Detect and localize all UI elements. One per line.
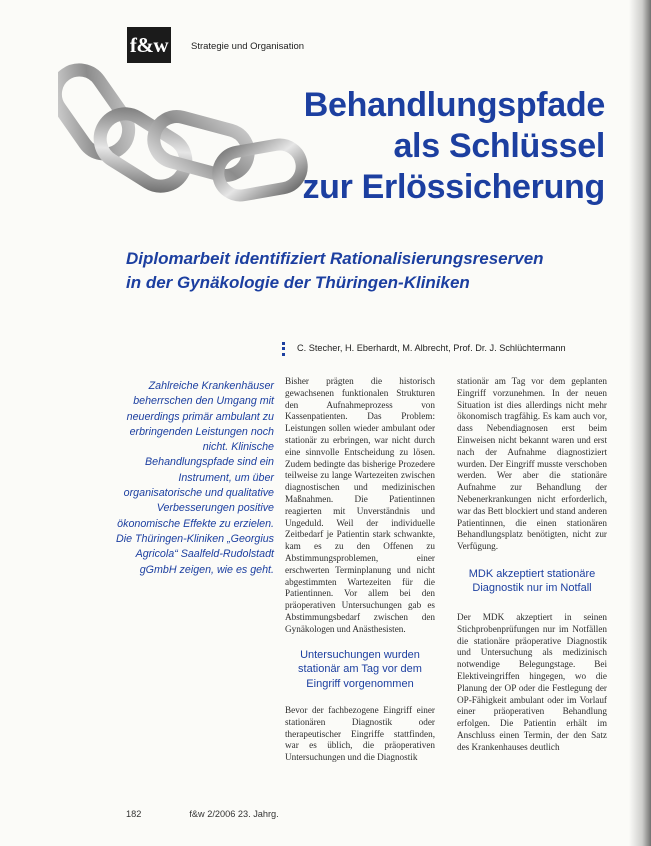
title-line-3: zur Erlössicherung xyxy=(302,168,605,206)
article-subtitle xyxy=(126,247,616,295)
binding-shadow xyxy=(629,0,651,846)
issue-info: f&w 2/2006 23. Jahrg. xyxy=(189,809,279,819)
text-column-2 xyxy=(457,376,607,796)
magazine-logo: f&w xyxy=(127,27,171,63)
subtitle-line-2: in der Gynäkologie der Thüringen-Kliniken xyxy=(126,273,470,292)
title-line-1: Behandlungspfade xyxy=(303,86,605,124)
page-footer xyxy=(126,809,279,819)
column-2-subheading: MDK akzeptiert stationäre Diagnostik nur im Notfall xyxy=(468,567,596,595)
column-1-subheading: Untersuchungen wurden stationär am Tag vor dem Eingriff vorgenommen xyxy=(298,648,422,690)
column-2-paragraph-2: Der MDK akzeptiert in seinen Stichprobenprüfungen nur im Notfällen die stationäre präoperative Diagnostik und Untersuchung als medizinisch notwendige Belegungstage. Bei Elektiveingriffen hingegen, wo die Planung der OP oder die Festlegung der OP-Fähigkeit ambulant oder im Vorlauf einer präoperativen Behandlung erfolgen. Die Patientin erhält im Anschluss einen Termin, der den Satz des Krankenhauses deutlich xyxy=(457,611,607,752)
article-title xyxy=(185,85,605,208)
section-label: Strategie und Organisation xyxy=(191,41,305,52)
column-1-paragraph-1: Bisher prägten die historisch gewachsenen funktionalen Strukturen den Aufnahmeprozess von Kassenpatienten. Das Problem: Leistungen sollen wieder ambulant oder stationär zu erbringen, war nicht durch eine sinnvolle Entscheidung zu lösen. Zudem bedingte das bisherige Prozedere teilweise zu lange Wartezeiten zwischen diagnostischen und medizinischen Maßnahmen. Die Patientinnen reagierten mit Unverständnis und Ungeduld. Weil der individuelle Zeitbedarf je Patientin stark schwankte, kam es zu den Offenen zu Abstimmungsproblemen, einer erschwerten Terminplanung und nicht abgestimmten Wartezeiten für die Patientinnen. Vor allem bei den präoperativen Untersuchungen gab es Abstimmungsbedarf zwischen den Gynäkologen und Anästhesisten. xyxy=(285,376,435,634)
authors-marker xyxy=(282,342,286,356)
page-number: 182 xyxy=(126,809,142,819)
subtitle-line-1: Diplomarbeit identifiziert Rationalisierungsreserven xyxy=(126,249,544,268)
column-2-paragraph-1: stationär am Tag vor dem geplanten Eingriff vorzunehmen. In der neuen Situation ist dies allerdings nicht mehr ökonomisch tragfähig. Es kam auch vor, dass Nebendiagnosen erst beim Einweisen nicht bekannt waren und erst nach der Aufnahme diagnostiziert wurden. Der Eingriff musste verschoben werden. Wer aber die stationäre Aufnahme zur Behandlung der Nebenerkrankungen nicht erforderlich, war das Bett blockiert und stand anderen Patientinnen, die einen stationären Behandlungsplatz benötigten, nicht zur Verfügung. xyxy=(457,376,607,552)
title-line-2: als Schlüssel xyxy=(393,127,605,165)
text-column-1 xyxy=(285,376,435,796)
authors-line: C. Stecher, H. Eberhardt, M. Albrecht, Prof. Dr. J. Schlüchtermann xyxy=(297,343,566,353)
column-1-paragraph-2: Bevor der fachbezogene Eingriff einer stationären Diagnostik oder therapeutischer Eingriffe stattfinden, war es üblich, die präoperativen Untersuchungen und die Diagnostik xyxy=(285,705,435,763)
lead-paragraph: Zahlreiche Krankenhäuser beherrschen den Umgang mit neuerdings primär ambulant zu erbringenden Leistungen noch nicht. Klinische Behandlungspfade sind ein Instrument, um über organisatorische und qualitative Verbesserungen positive ökonomische Effekte zu erzielen. Die Thüringen-Kliniken „Georgius Agricola“ Saalfeld-Rudolstadt gGmbH zeigen, wie es geht. xyxy=(116,380,275,576)
